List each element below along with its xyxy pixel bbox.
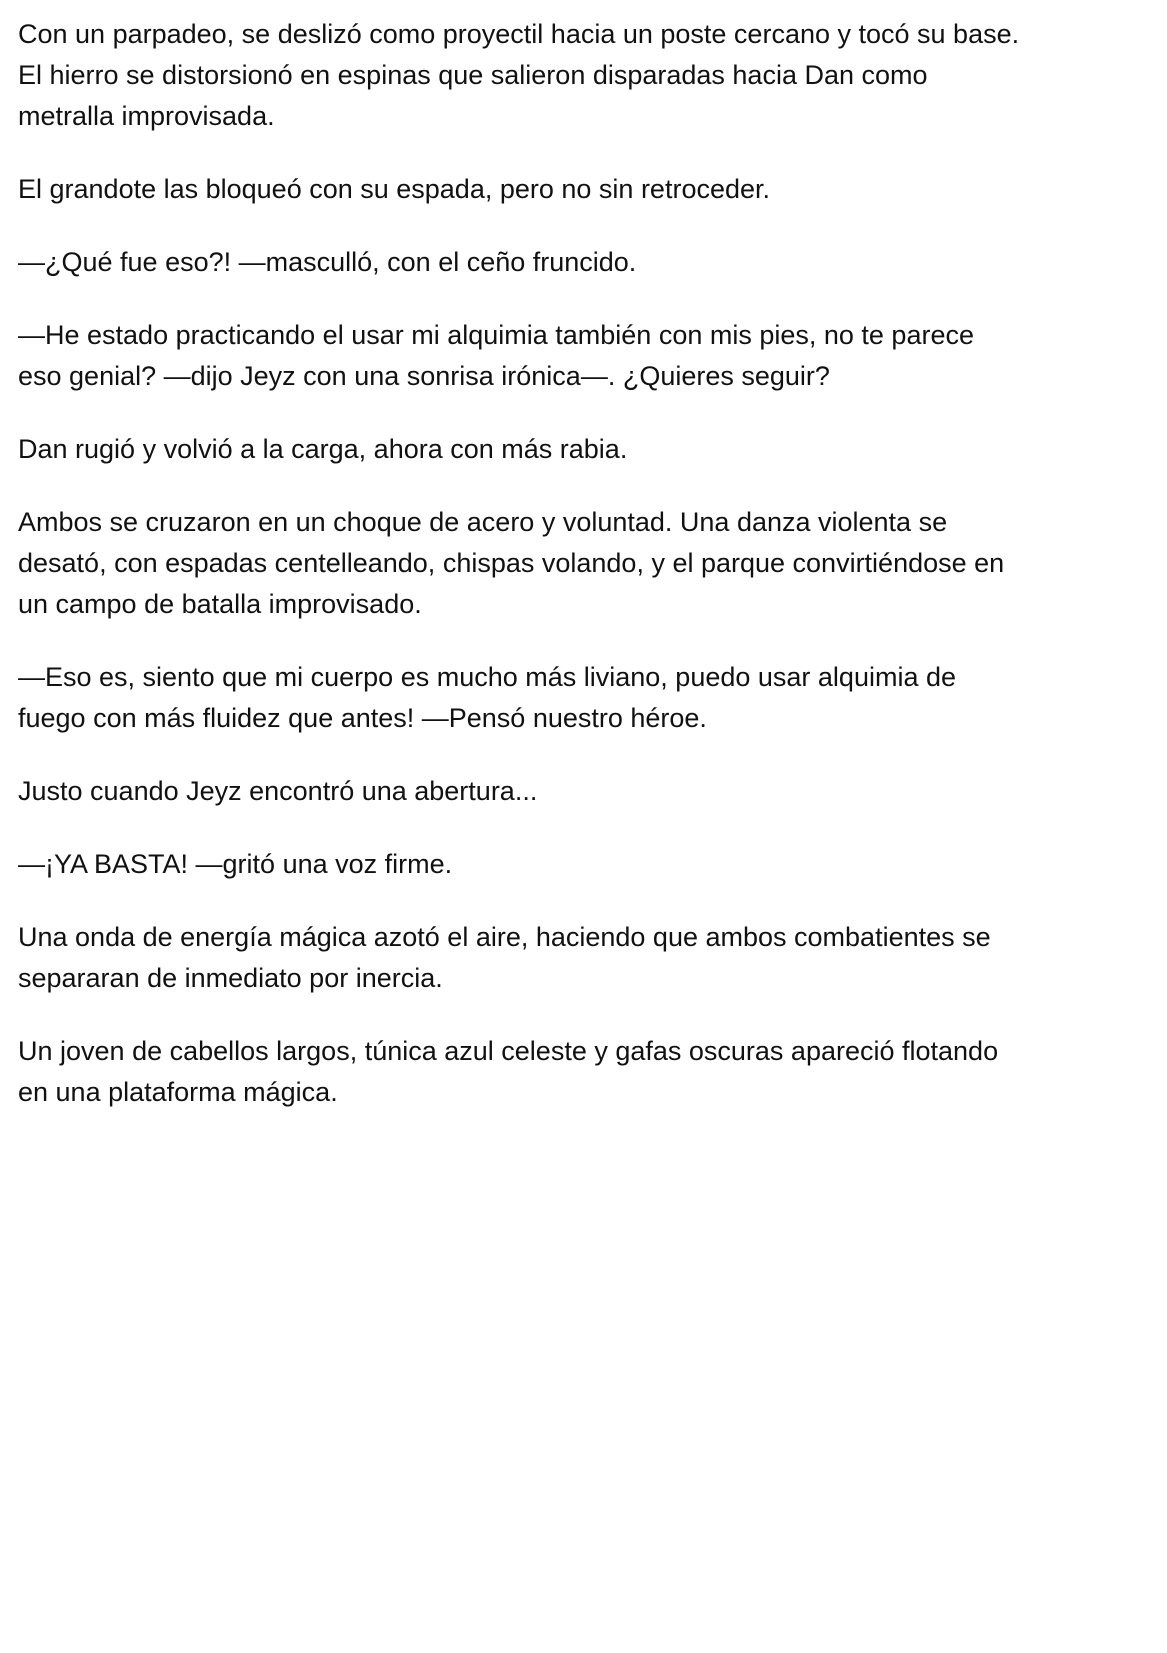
paragraph-10: Una onda de energía mágica azotó el aire, haciendo que ambos combatientes se separaran de inmediato por inercia. <box>18 922 991 993</box>
paragraph-4: —He estado practicando el usar mi alquimia también con mis pies, no te parece eso genial? —dijo Jeyz con una sonrisa irónica—. ¿Quieres seguir? <box>18 320 974 391</box>
paragraph-1: Con un parpadeo, se deslizó como proyectil hacia un poste cercano y tocó su base. El hierro se distorsionó en espinas que salieron disparadas hacia Dan como metralla improvisada. <box>18 19 1020 131</box>
paragraph-3: —¿Qué fue eso?! —masculló, con el ceño fruncido. <box>18 247 637 277</box>
document-page <box>18 14 1158 1145</box>
paragraph-7: —Eso es, siento que mi cuerpo es mucho más liviano, puedo usar alquimia de fuego con más fluidez que antes! —Pensó nuestro héroe. <box>18 662 956 733</box>
paragraph-11: Un joven de cabellos largos, túnica azul celeste y gafas oscuras apareció flotando en una plataforma mágica. <box>18 1036 999 1107</box>
paragraph-5: Dan rugió y volvió a la carga, ahora con más rabia. <box>18 434 628 464</box>
paragraph-9: —¡YA BASTA! —gritó una voz firme. <box>18 849 453 879</box>
paragraph-8: Justo cuando Jeyz encontró una abertura... <box>18 776 538 806</box>
paragraph-6: Ambos se cruzaron en un choque de acero y voluntad. Una danza violenta se desató, con espadas centelleando, chispas volando, y el parque convirtiéndose en un campo de batalla improvisado. <box>18 507 1005 619</box>
paragraph-2: El grandote las bloqueó con su espada, pero no sin retroceder. <box>18 174 771 204</box>
